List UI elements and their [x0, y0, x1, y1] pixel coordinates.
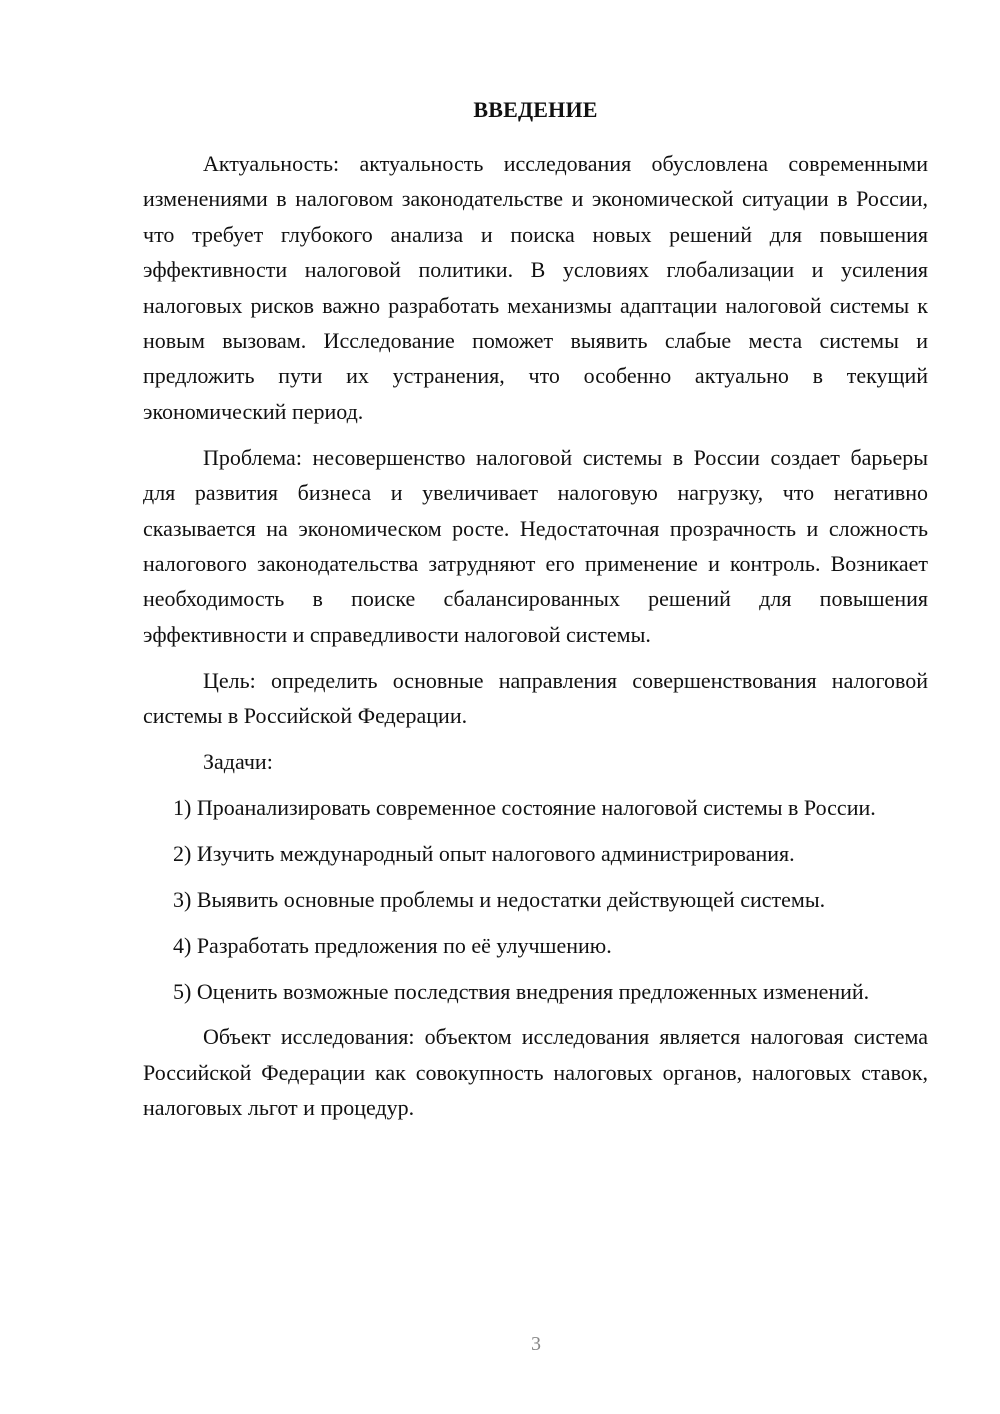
relevance-paragraph: Актуальность: актуальность исследования обусловлена современными изменениями в налоговом законодательстве и экономической ситуации в России, что требует глубокого анализа и поиска новых решений для повышения эффективности налоговой политики. В условиях глобализации и усиления налоговых рисков важно разработать механизмы адаптации налоговой системы к новым вызовам. Исследование поможет выявить слабые места системы и предложить пути их устранения, что особенно актуально в текущий экономический период. [143, 151, 928, 424]
object-paragraph: Объект исследования: объектом исследования является налоговая система Российской Федерации как совокупность налоговых органов, налоговых ставок, налоговых льгот и процедур. [143, 1024, 928, 1121]
page-content [143, 94, 928, 1136]
page-number: 3 [531, 1333, 541, 1355]
task-item-5: 5) Оценить возможные последствия внедрения предложенных изменений. [173, 978, 870, 1004]
section-title: ВВЕДЕНИЕ [473, 97, 598, 122]
task-item-1: 1) Проанализировать современное состояние налоговой системы в России. [173, 794, 876, 820]
task-item-4: 4) Разработать предложения по её улучшению. [173, 932, 612, 958]
problem-paragraph: Проблема: несовершенство налоговой системы в России создает барьеры для развития бизнеса и увеличивает налоговую нагрузку, что негативно сказывается на экономическом росте. Недостаточная прозрачность и сложность налогового законодательства затрудняют его применение и контроль. Возникает необходимость в поиске сбалансированных решений для повышения эффективности и справедливости налоговой системы. [143, 444, 928, 647]
task-item-2: 2) Изучить международный опыт налогового администрирования. [173, 840, 795, 866]
task-item-3: 3) Выявить основные проблемы и недостатки действующей системы. [173, 886, 826, 912]
tasks-heading: Задачи: [203, 749, 273, 774]
goal-paragraph: Цель: определить основные направления совершенствования налоговой системы в Российской Федерации. [143, 667, 928, 729]
